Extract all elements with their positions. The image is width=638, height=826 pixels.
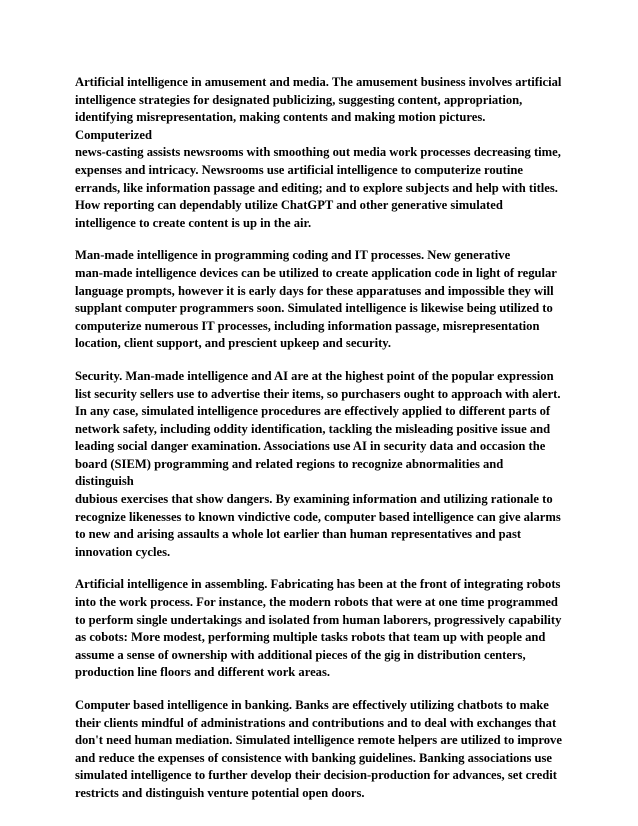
paragraph-banking: Computer based intelligence in banking. Banks are effectively utilizing chatbots to make their clients mindful of administrations and contributions and to deal with exchanges that don't need human mediation. Simulated intelligence remote helpers are utilized to improve and reduce the expenses of consistence with banking guidelines. Banking associations use simulated intelligence to further develop their decision-production for advances, set credit restricts and distinguish venture potential open doors. bbox=[75, 698, 562, 800]
paragraph-software-it: Man-made intelligence in programming coding and IT processes. New generative man-made intelligence devices can be utilized to create application code in light of regular language prompts, however it is early days for these apparatuses and impossible they will supplant computer programmers soon. Simulated intelligence is likewise being utilized to computerize numerous IT processes, including information passage, misrepresentation location, client support, and prescient upkeep and security. bbox=[75, 248, 557, 351]
paragraph-entertainment-media: Artificial intelligence in amusement and media. The amusement business involves artificial intelligence strategies for designated publicizing, suggesting content, appropriation, identifying misrepresentation, making contents and making motion pictures. Computerized news-casting assists newsrooms with smoothing out media work processes decreasing time, expenses and intricacy. Newsrooms use artificial intelligence to computerize routine errands, like information passage and editing; and to explore subjects and help with titles. How reporting can dependably utilize ChatGPT and other generative simulated intelligence to create content is up in the air. bbox=[75, 75, 562, 230]
paragraph-security: Security. Man-made intelligence and AI are at the highest point of the popular expression list security sellers use to advertise their items, so purchasers ought to approach with alert. In any case, simulated intelligence procedures are effectively applied to different parts of network safety, including oddity identification, tackling the misleading positive issue and leading social danger examination. Associations use AI in security data and occasion the board (SIEM) programming and related regions to recognize abnormalities and distinguish dubious exercises that show dangers. By examining information and utilizing rationale to recognize likenesses to known vindictive code, computer based intelligence can give alarms to new and arising assaults a whole lot earlier than human representatives and past innovation cycles. bbox=[75, 368, 561, 559]
paragraph-manufacturing: Artificial intelligence in assembling. Fabricating has been at the front of integrating robots into the work process. For instance, the modern robots that were at one time programmed to perform single undertakings and isolated from human laborers, progressively capability as cobots: More modest, performing multiple tasks robots that team up with people and assume a sense of ownership with additional pieces of the gig in distribution centers, production line floors and different work areas. bbox=[75, 577, 562, 680]
document-body bbox=[75, 74, 564, 818]
